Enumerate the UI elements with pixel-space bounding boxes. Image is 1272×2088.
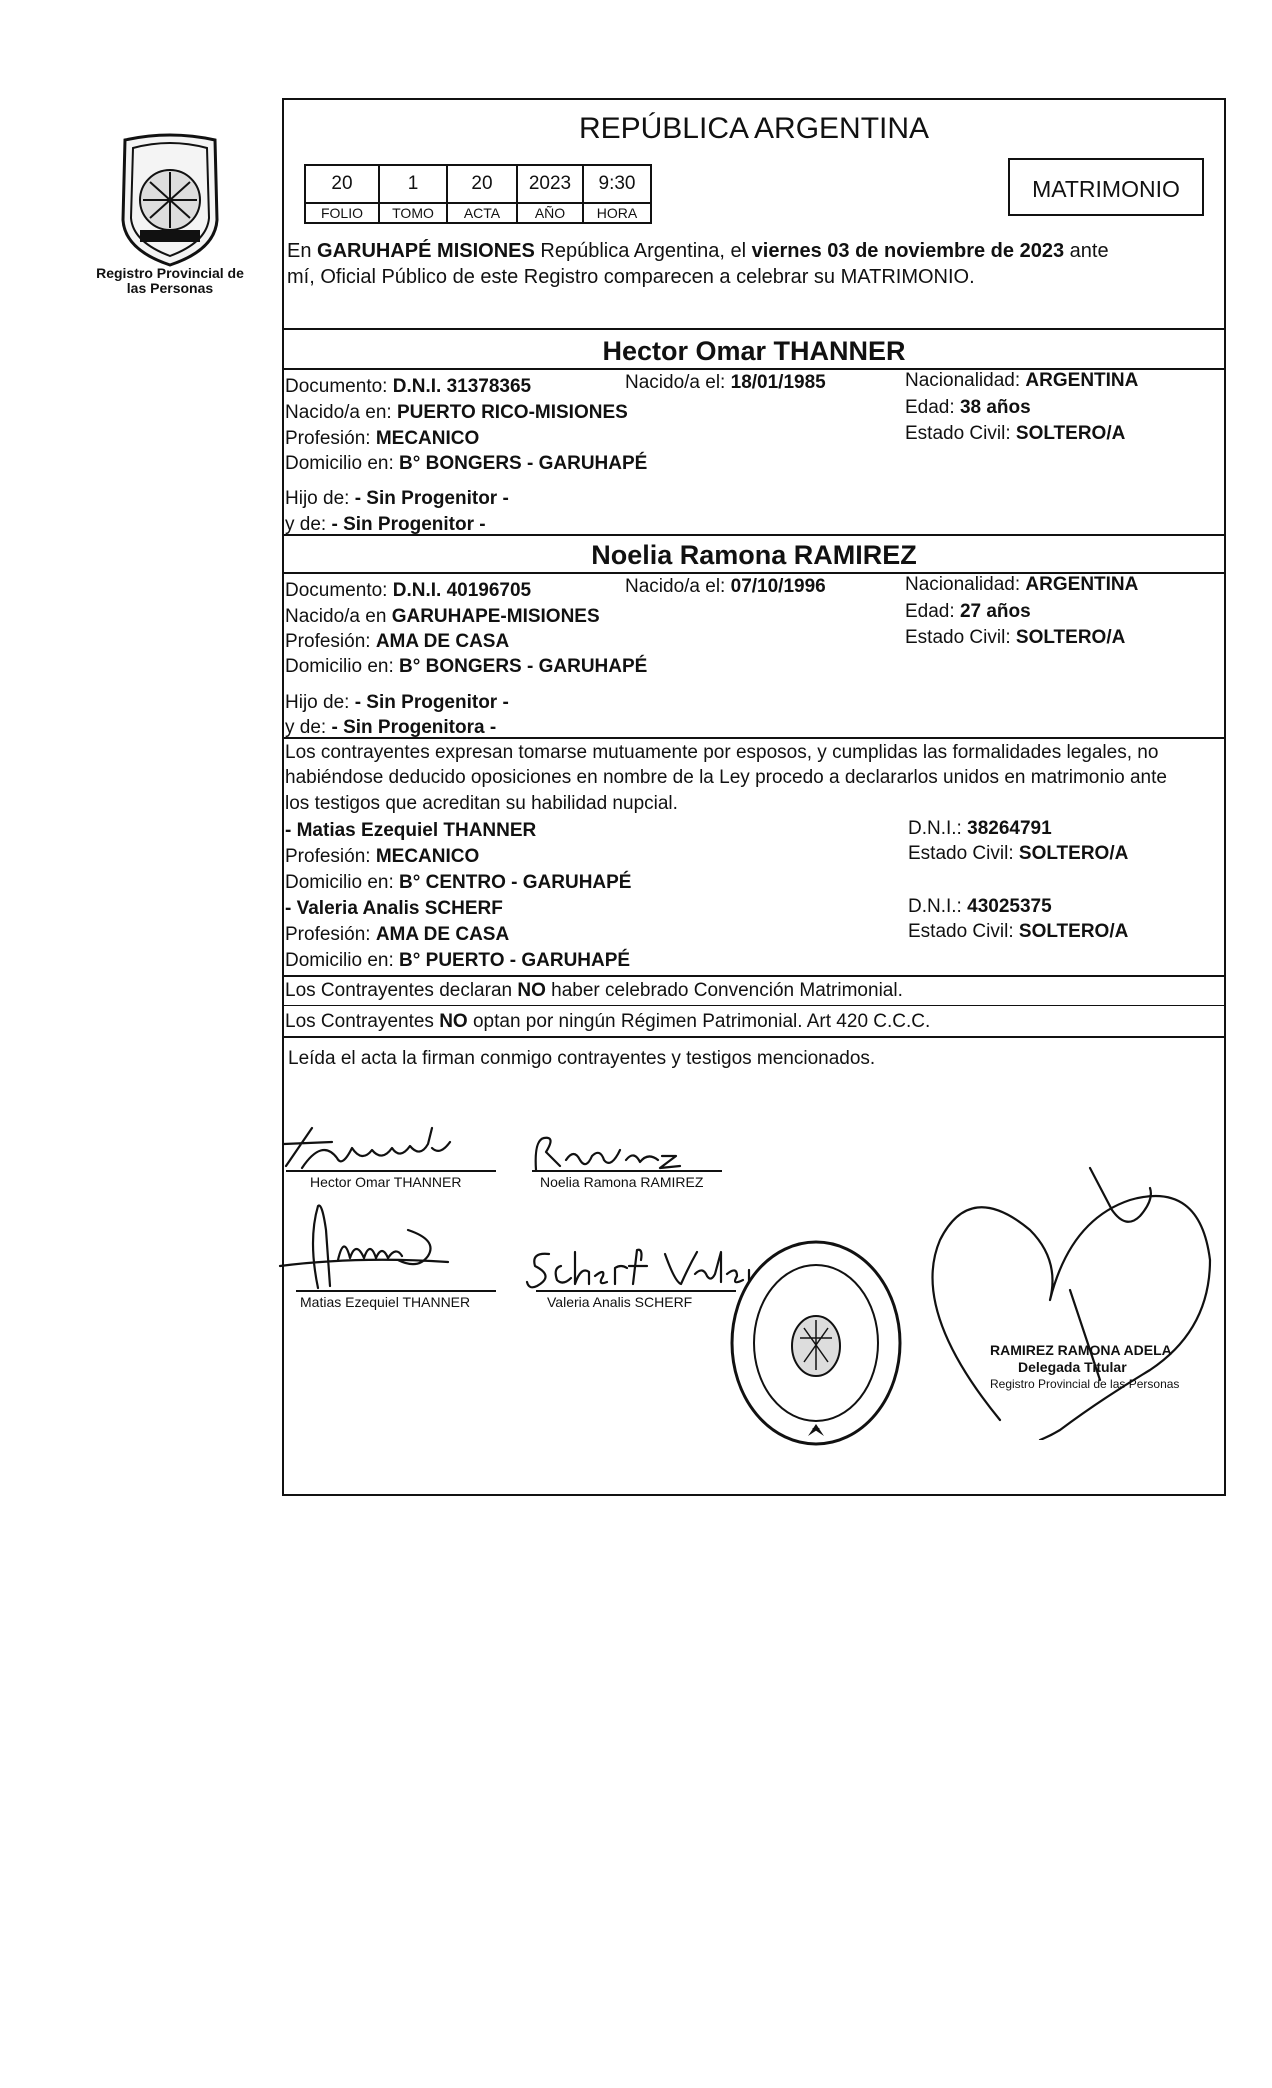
spouse2-civil-status: Estado Civil: SOLTERO/A bbox=[905, 627, 1126, 648]
spouse1-age: Edad: 38 años bbox=[905, 397, 1031, 418]
witness2-address: Domicilio en: B° PUERTO - GARUHAPÉ bbox=[285, 950, 631, 971]
acta-value: 20 bbox=[447, 165, 517, 203]
divider bbox=[282, 737, 1226, 739]
hour-value: 9:30 bbox=[583, 165, 651, 203]
provincial-emblem-logo bbox=[105, 130, 235, 270]
signature-delegate-ramirez-ramona-adela bbox=[900, 1160, 1230, 1440]
spouse1-document: Documento: D.N.I. 31378365 bbox=[285, 376, 532, 397]
divider bbox=[282, 328, 1226, 330]
convention-statement: Los Contrayentes declaran NO haber celebrado Convención Matrimonial. bbox=[285, 980, 903, 1001]
divider bbox=[282, 975, 1226, 977]
spouse1-nationality: Nacionalidad: ARGENTINA bbox=[905, 370, 1139, 391]
acta-caption: ACTA bbox=[447, 203, 517, 223]
divider bbox=[282, 1036, 1226, 1038]
folio-caption: FOLIO bbox=[305, 203, 379, 223]
spouse2-parent1: Hijo de: - Sin Progenitor - bbox=[285, 692, 509, 713]
intro-line-1: En GARUHAPÉ MISIONES República Argentina, el viernes 03 de noviembre de 2023 ante bbox=[287, 240, 1109, 262]
signature-label-matias: Matias Ezequiel THANNER bbox=[300, 1294, 471, 1310]
spouse1-address: Domicilio en: B° BONGERS - GARUHAPÉ bbox=[285, 453, 648, 474]
spouse2-nationality: Nacionalidad: ARGENTINA bbox=[905, 574, 1139, 595]
hour-caption: HORA bbox=[583, 203, 651, 223]
tomo-caption: TOMO bbox=[379, 203, 447, 223]
spouse2-birthplace: Nacido/a en GARUHAPE-MISIONES bbox=[285, 606, 600, 627]
signature-label-valeria: Valeria Analis SCHERF bbox=[547, 1294, 693, 1310]
record-reference-table bbox=[304, 164, 652, 224]
signature-hector-omar-thanner bbox=[282, 1118, 512, 1174]
delegate-seal-text bbox=[990, 1342, 1179, 1393]
divider bbox=[282, 1005, 1226, 1006]
country-title: REPÚBLICA ARGENTINA bbox=[578, 112, 930, 145]
declaration-line-3: los testigos que acreditan su habilidad nupcial. bbox=[285, 793, 678, 814]
witness2-name: - Valeria Analis SCHERF bbox=[285, 898, 503, 919]
spouse2-profession: Profesión: AMA DE CASA bbox=[285, 631, 510, 652]
signature-matias-ezequiel-thanner bbox=[278, 1200, 488, 1292]
delegate-office: Registro Provincial de las Personas bbox=[990, 1377, 1180, 1391]
year-caption: AÑO bbox=[517, 203, 583, 223]
witness2-dni: D.N.I.: 43025375 bbox=[908, 896, 1052, 917]
witness1-profession: Profesión: MECANICO bbox=[285, 846, 480, 867]
witness1-address: Domicilio en: B° CENTRO - GARUHAPÉ bbox=[285, 872, 632, 893]
signature-label-noelia: Noelia Ramona RAMIREZ bbox=[540, 1174, 704, 1190]
witness2-profession: Profesión: AMA DE CASA bbox=[285, 924, 510, 945]
witness2-civil-status: Estado Civil: SOLTERO/A bbox=[908, 921, 1129, 942]
signature-label-hector: Hector Omar THANNER bbox=[310, 1174, 462, 1190]
tomo-value: 1 bbox=[379, 165, 447, 203]
spouse2-age: Edad: 27 años bbox=[905, 601, 1031, 622]
spouse2-name: Noelia Ramona RAMIREZ bbox=[591, 540, 917, 570]
declaration-line-1: Los contrayentes expresan tomarse mutuamente por esposos, y cumplidas las formalidades legales, no bbox=[285, 742, 1159, 763]
spouse1-parent2: y de: - Sin Progenitor - bbox=[285, 514, 486, 535]
spouse1-birthdate: Nacido/a el: 18/01/1985 bbox=[625, 372, 826, 393]
spouse2-document: Documento: D.N.I. 40196705 bbox=[285, 580, 532, 601]
spouse1-name: Hector Omar THANNER bbox=[602, 336, 906, 366]
spouse1-birthplace: Nacido/a en: PUERTO RICO-MISIONES bbox=[285, 402, 628, 423]
spouse2-birthdate: Nacido/a el: 07/10/1996 bbox=[625, 576, 826, 597]
delegate-role: Delegada Titular bbox=[1018, 1359, 1127, 1375]
signature-noelia-ramona-ramirez bbox=[530, 1130, 690, 1174]
intro-line-2: mí, Oficial Público de este Registro comparecen a celebrar su MATRIMONIO. bbox=[287, 266, 975, 288]
witness1-civil-status: Estado Civil: SOLTERO/A bbox=[908, 843, 1129, 864]
spouse2-parent2: y de: - Sin Progenitora - bbox=[285, 717, 497, 738]
witness1-name: - Matias Ezequiel THANNER bbox=[285, 820, 537, 841]
spouse1-parent1: Hijo de: - Sin Progenitor - bbox=[285, 488, 509, 509]
closing-statement: Leída el acta la firman conmigo contrayentes y testigos mencionados. bbox=[288, 1048, 876, 1069]
delegate-name: RAMIREZ RAMONA ADELA bbox=[990, 1342, 1172, 1358]
regime-statement: Los Contrayentes NO optan por ningún Régimen Patrimonial. Art 420 C.C.C. bbox=[285, 1011, 931, 1032]
logo-caption: Registro Provincial de las Personas bbox=[96, 265, 244, 296]
year-value: 2023 bbox=[517, 165, 583, 203]
spouse1-profession: Profesión: MECANICO bbox=[285, 428, 480, 449]
folio-value: 20 bbox=[305, 165, 379, 203]
divider bbox=[282, 534, 1226, 536]
spouse2-address: Domicilio en: B° BONGERS - GARUHAPÉ bbox=[285, 656, 648, 677]
official-registry-stamp bbox=[728, 1238, 904, 1448]
witness1-dni: D.N.I.: 38264791 bbox=[908, 818, 1052, 839]
signature-valeria-analis-scherf bbox=[525, 1246, 755, 1292]
spouse1-civil-status: Estado Civil: SOLTERO/A bbox=[905, 423, 1126, 444]
act-type-box: MATRIMONIO bbox=[1008, 158, 1204, 216]
declaration-line-2: habiéndose deducido oposiciones en nombre de la Ley procedo a declararlos unidos en matrimonio ante bbox=[285, 767, 1167, 788]
